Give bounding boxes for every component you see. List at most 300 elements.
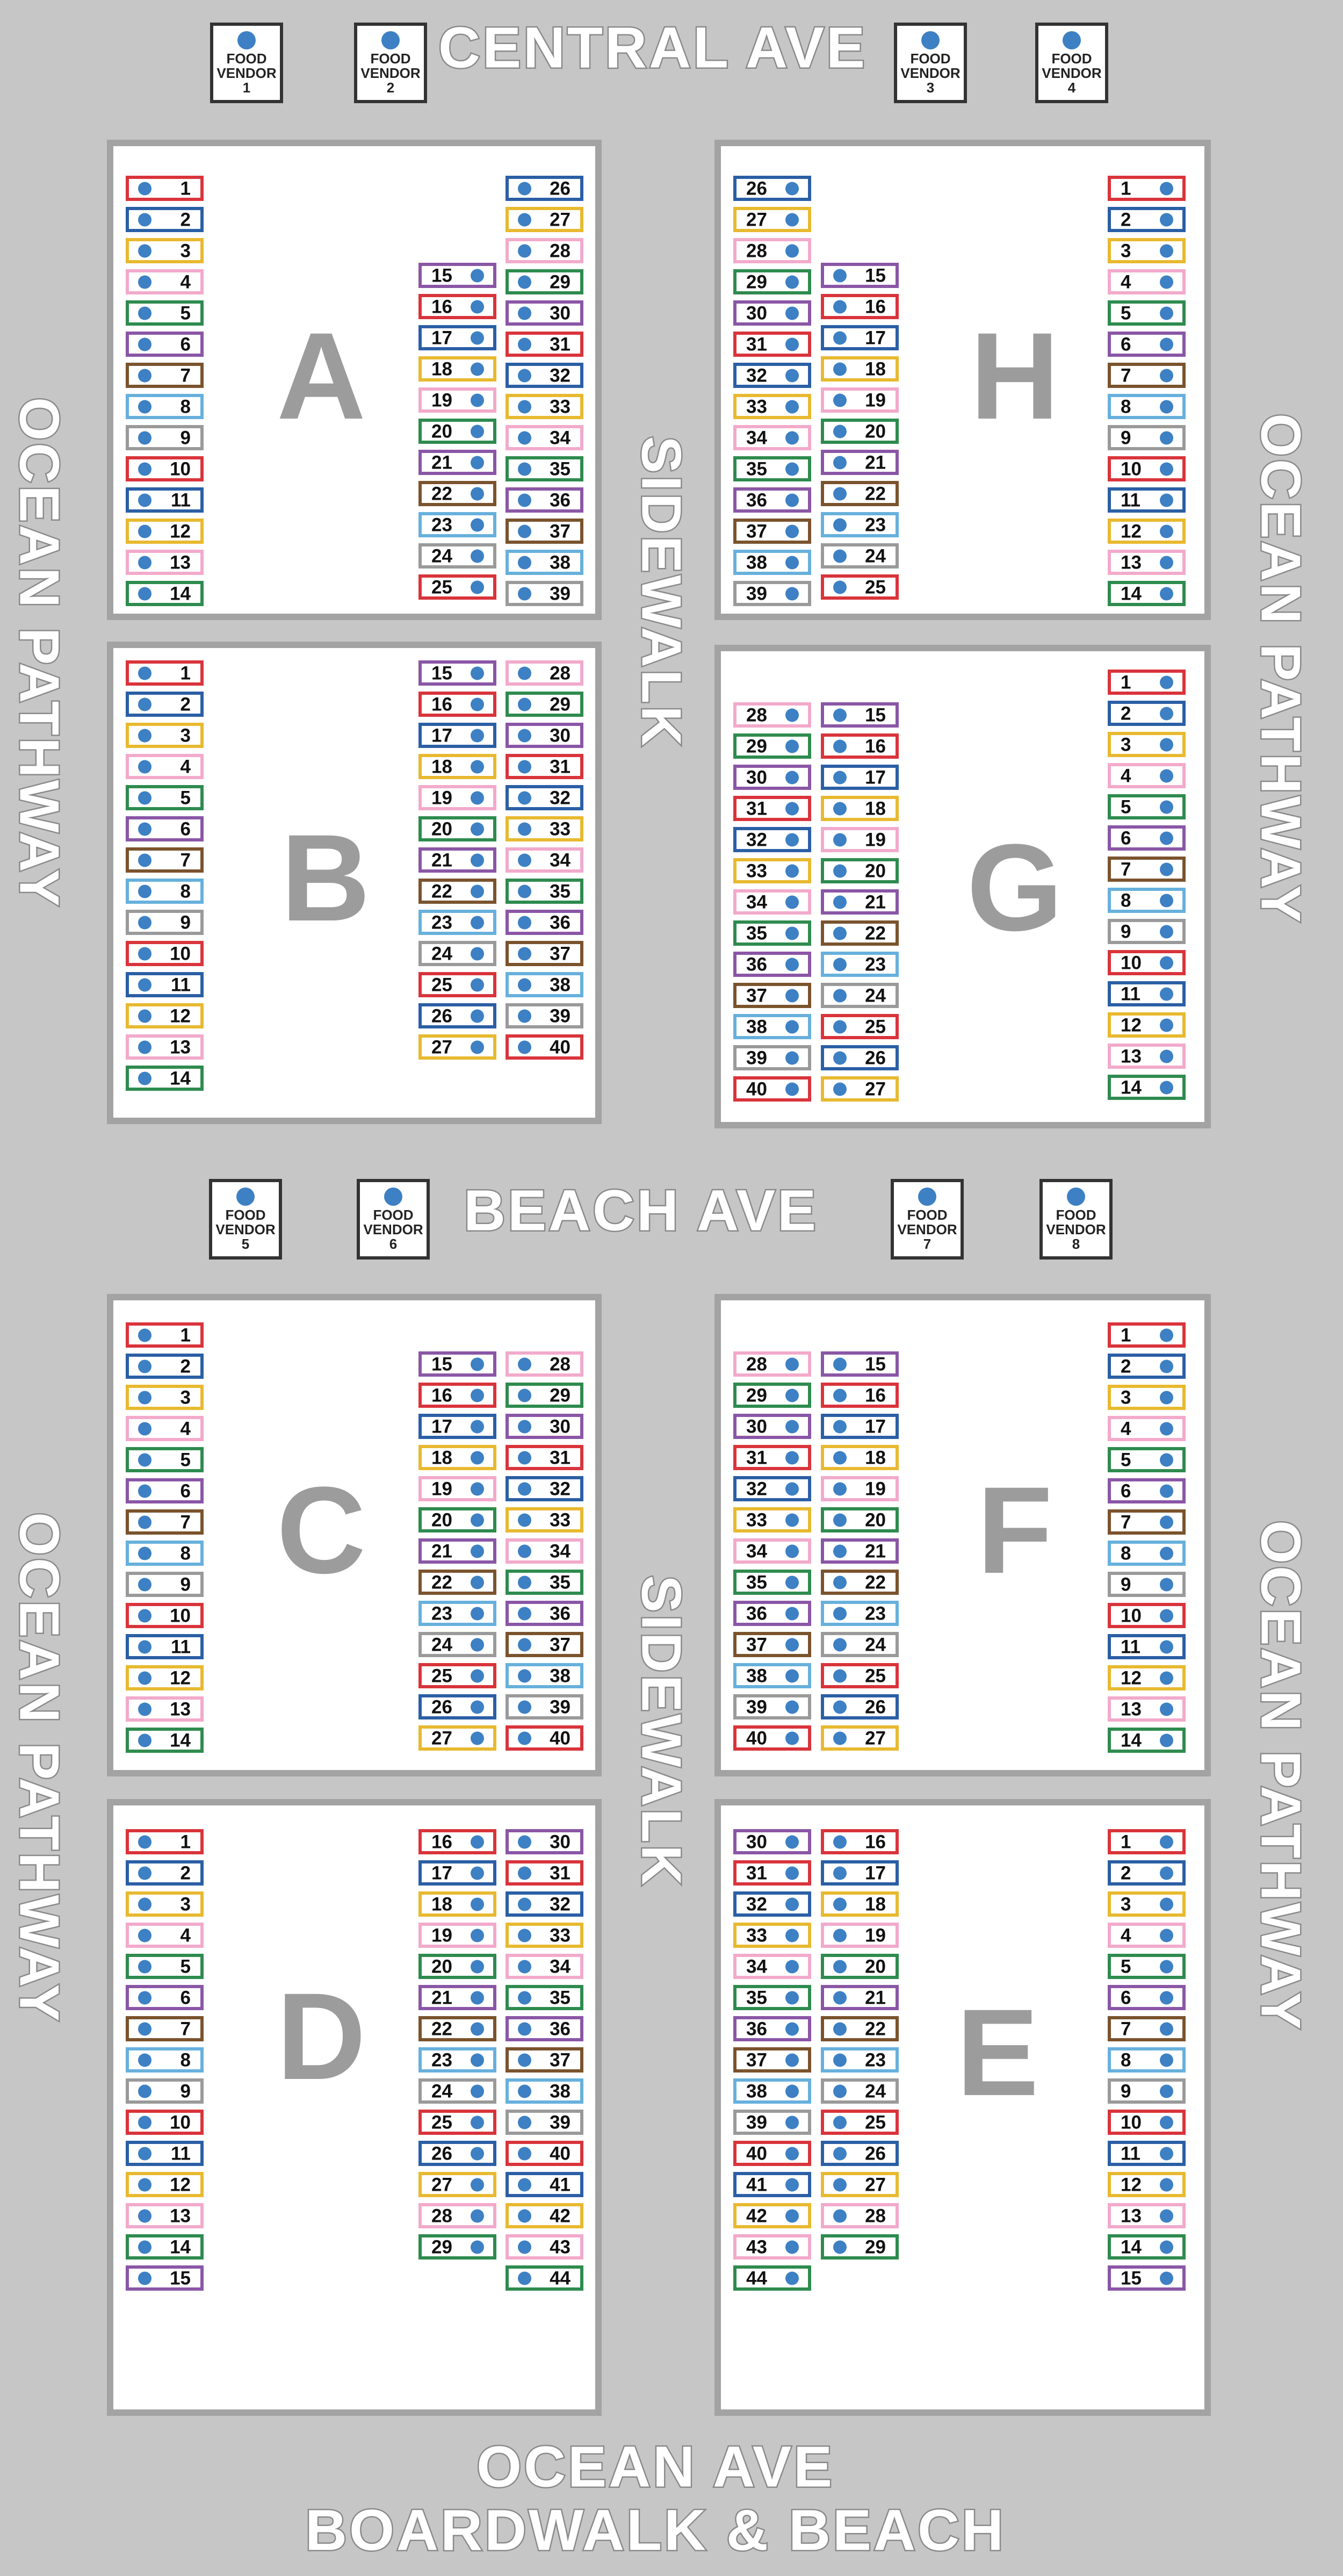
stall-g-18[interactable] (821, 796, 899, 821)
stall-f-26[interactable] (821, 1694, 899, 1719)
stall-c-28[interactable] (506, 1351, 583, 1377)
stall-d-29[interactable] (418, 2234, 496, 2260)
stall-b-23[interactable] (418, 910, 496, 935)
stall-b-9[interactable] (126, 910, 204, 935)
stall-h-12[interactable] (1108, 519, 1186, 544)
stall-g-28[interactable] (733, 702, 811, 728)
stall-f-36[interactable] (733, 1601, 811, 1626)
stall-e-31[interactable] (733, 1860, 811, 1886)
stall-h-37[interactable] (733, 519, 811, 544)
stall-c-17[interactable] (418, 1414, 496, 1439)
stall-g-19[interactable] (821, 827, 899, 852)
stall-f-17[interactable] (821, 1414, 899, 1439)
stall-g-34[interactable] (733, 889, 811, 915)
stall-c-15[interactable] (418, 1351, 496, 1377)
stall-d-27[interactable] (418, 2172, 496, 2197)
stall-h-27[interactable] (733, 207, 811, 232)
stall-g-13[interactable] (1108, 1044, 1186, 1069)
stall-b-30[interactable] (506, 723, 583, 748)
stall-b-4[interactable] (126, 754, 204, 779)
food-vendor[interactable] (209, 1179, 282, 1260)
stall-e-14[interactable] (1108, 2234, 1186, 2260)
stall-e-32[interactable] (733, 1891, 811, 1917)
stall-g-21[interactable] (821, 889, 899, 915)
stall-f-2[interactable] (1108, 1354, 1186, 1379)
stall-e-23[interactable] (821, 2047, 899, 2073)
stall-a-10[interactable] (126, 456, 204, 481)
stall-e-29[interactable] (821, 2234, 899, 2260)
stall-f-38[interactable] (733, 1663, 811, 1688)
stall-e-33[interactable] (733, 1923, 811, 1948)
stall-e-35[interactable] (733, 1985, 811, 2010)
stall-b-31[interactable] (506, 754, 583, 779)
stall-c-14[interactable] (126, 1728, 204, 1753)
stall-e-27[interactable] (821, 2172, 899, 2197)
stall-h-20[interactable] (821, 419, 899, 444)
stall-b-14[interactable] (126, 1066, 204, 1091)
stall-b-29[interactable] (506, 692, 583, 717)
stall-g-9[interactable] (1108, 919, 1186, 944)
stall-e-44[interactable] (733, 2265, 811, 2291)
stall-d-4[interactable] (126, 1923, 204, 1948)
stall-c-25[interactable] (418, 1663, 496, 1688)
food-vendor[interactable] (891, 1179, 964, 1260)
stall-d-21[interactable] (418, 1985, 496, 2010)
food-vendor[interactable] (1039, 1179, 1113, 1260)
stall-e-42[interactable] (733, 2203, 811, 2228)
stall-e-18[interactable] (821, 1891, 899, 1917)
stall-b-10[interactable] (126, 941, 204, 966)
stall-f-22[interactable] (821, 1570, 899, 1595)
stall-g-32[interactable] (733, 827, 811, 852)
stall-g-8[interactable] (1108, 888, 1186, 913)
stall-d-44[interactable] (506, 2265, 583, 2291)
stall-b-8[interactable] (126, 879, 204, 904)
stall-a-11[interactable] (126, 487, 204, 513)
stall-c-22[interactable] (418, 1570, 496, 1595)
food-vendor[interactable] (357, 1179, 430, 1260)
stall-e-17[interactable] (821, 1860, 899, 1886)
stall-f-14[interactable] (1108, 1728, 1186, 1753)
stall-d-36[interactable] (506, 2016, 583, 2041)
stall-a-32[interactable] (506, 363, 583, 388)
stall-f-8[interactable] (1108, 1541, 1186, 1566)
stall-h-17[interactable] (821, 325, 899, 350)
stall-e-13[interactable] (1108, 2203, 1186, 2228)
stall-h-5[interactable] (1108, 300, 1186, 326)
stall-c-2[interactable] (126, 1354, 204, 1379)
stall-c-3[interactable] (126, 1385, 204, 1410)
stall-f-24[interactable] (821, 1632, 899, 1657)
stall-a-39[interactable] (506, 581, 583, 606)
stall-f-35[interactable] (733, 1570, 811, 1595)
stall-a-22[interactable] (418, 481, 496, 506)
stall-e-5[interactable] (1108, 1954, 1186, 1979)
stall-h-33[interactable] (733, 394, 811, 419)
stall-f-13[interactable] (1108, 1696, 1186, 1722)
stall-g-33[interactable] (733, 858, 811, 883)
stall-d-20[interactable] (418, 1954, 496, 1979)
stall-c-10[interactable] (126, 1603, 204, 1628)
stall-f-28[interactable] (733, 1351, 811, 1377)
stall-b-39[interactable] (506, 1003, 583, 1028)
stall-c-19[interactable] (418, 1476, 496, 1501)
stall-b-16[interactable] (418, 692, 496, 717)
stall-c-9[interactable] (126, 1572, 204, 1597)
stall-d-38[interactable] (506, 2078, 583, 2104)
stall-c-20[interactable] (418, 1507, 496, 1532)
stall-g-22[interactable] (821, 920, 899, 946)
stall-h-1[interactable] (1108, 176, 1186, 201)
stall-g-30[interactable] (733, 765, 811, 790)
stall-f-19[interactable] (821, 1476, 899, 1501)
stall-b-13[interactable] (126, 1034, 204, 1060)
stall-a-29[interactable] (506, 269, 583, 294)
stall-a-24[interactable] (418, 543, 496, 569)
stall-f-25[interactable] (821, 1663, 899, 1688)
stall-e-4[interactable] (1108, 1923, 1186, 1948)
stall-e-8[interactable] (1108, 2047, 1186, 2073)
stall-a-20[interactable] (418, 419, 496, 444)
stall-f-5[interactable] (1108, 1447, 1186, 1472)
stall-g-23[interactable] (821, 952, 899, 977)
stall-e-9[interactable] (1108, 2078, 1186, 2104)
stall-d-6[interactable] (126, 1985, 204, 2010)
stall-e-34[interactable] (733, 1954, 811, 1979)
stall-d-18[interactable] (418, 1891, 496, 1917)
stall-d-34[interactable] (506, 1954, 583, 1979)
stall-g-35[interactable] (733, 920, 811, 946)
stall-c-1[interactable] (126, 1322, 204, 1348)
stall-f-7[interactable] (1108, 1509, 1186, 1535)
stall-e-41[interactable] (733, 2172, 811, 2197)
stall-e-10[interactable] (1108, 2110, 1186, 2135)
stall-a-2[interactable] (126, 207, 204, 232)
food-vendor[interactable] (354, 23, 427, 103)
stall-g-24[interactable] (821, 983, 899, 1008)
stall-f-32[interactable] (733, 1476, 811, 1501)
stall-a-25[interactable] (418, 574, 496, 600)
stall-d-19[interactable] (418, 1923, 496, 1948)
stall-a-14[interactable] (126, 581, 204, 606)
stall-d-37[interactable] (506, 2047, 583, 2073)
stall-h-4[interactable] (1108, 269, 1186, 294)
stall-b-27[interactable] (418, 1034, 496, 1060)
stall-f-15[interactable] (821, 1351, 899, 1377)
stall-a-6[interactable] (126, 332, 204, 357)
stall-d-3[interactable] (126, 1891, 204, 1917)
stall-c-40[interactable] (506, 1725, 583, 1751)
stall-b-20[interactable] (418, 816, 496, 841)
stall-h-21[interactable] (821, 450, 899, 475)
stall-e-28[interactable] (821, 2203, 899, 2228)
stall-a-5[interactable] (126, 300, 204, 326)
stall-b-2[interactable] (126, 692, 204, 717)
stall-e-25[interactable] (821, 2110, 899, 2135)
stall-f-39[interactable] (733, 1694, 811, 1719)
stall-d-14[interactable] (126, 2234, 204, 2260)
stall-h-34[interactable] (733, 425, 811, 450)
stall-g-10[interactable] (1108, 950, 1186, 975)
stall-h-22[interactable] (821, 481, 899, 506)
stall-a-31[interactable] (506, 332, 583, 357)
stall-d-43[interactable] (506, 2234, 583, 2260)
stall-h-36[interactable] (733, 487, 811, 513)
stall-d-9[interactable] (126, 2078, 204, 2104)
stall-h-8[interactable] (1108, 394, 1186, 419)
stall-g-31[interactable] (733, 796, 811, 821)
stall-b-11[interactable] (126, 972, 204, 997)
stall-b-33[interactable] (506, 816, 583, 841)
stall-h-15[interactable] (821, 263, 899, 288)
stall-d-13[interactable] (126, 2203, 204, 2228)
stall-f-40[interactable] (733, 1725, 811, 1751)
stall-f-11[interactable] (1108, 1634, 1186, 1659)
stall-h-6[interactable] (1108, 332, 1186, 357)
food-vendor[interactable] (894, 23, 967, 103)
stall-h-35[interactable] (733, 456, 811, 481)
stall-c-11[interactable] (126, 1634, 204, 1659)
stall-b-6[interactable] (126, 816, 204, 841)
stall-e-19[interactable] (821, 1923, 899, 1948)
stall-c-31[interactable] (506, 1445, 583, 1470)
stall-a-35[interactable] (506, 456, 583, 481)
stall-c-18[interactable] (418, 1445, 496, 1470)
stall-d-26[interactable] (418, 2141, 496, 2166)
stall-b-19[interactable] (418, 785, 496, 810)
stall-e-15[interactable] (1108, 2265, 1186, 2291)
stall-a-9[interactable] (126, 425, 204, 450)
stall-d-5[interactable] (126, 1954, 204, 1979)
stall-d-39[interactable] (506, 2110, 583, 2135)
stall-h-26[interactable] (733, 176, 811, 201)
stall-e-6[interactable] (1108, 1985, 1186, 2010)
stall-g-20[interactable] (821, 858, 899, 883)
stall-b-37[interactable] (506, 941, 583, 966)
food-vendor[interactable] (1035, 23, 1108, 103)
stall-c-33[interactable] (506, 1507, 583, 1532)
stall-f-27[interactable] (821, 1725, 899, 1751)
stall-c-39[interactable] (506, 1694, 583, 1719)
stall-b-7[interactable] (126, 847, 204, 873)
stall-h-9[interactable] (1108, 425, 1186, 450)
stall-c-7[interactable] (126, 1509, 204, 1535)
stall-c-13[interactable] (126, 1696, 204, 1722)
stall-d-10[interactable] (126, 2110, 204, 2135)
stall-c-23[interactable] (418, 1601, 496, 1626)
stall-f-34[interactable] (733, 1538, 811, 1564)
stall-e-21[interactable] (821, 1985, 899, 2010)
stall-d-28[interactable] (418, 2203, 496, 2228)
stall-d-24[interactable] (418, 2078, 496, 2104)
food-vendor[interactable] (210, 23, 283, 103)
stall-d-23[interactable] (418, 2047, 496, 2073)
stall-h-25[interactable] (821, 574, 899, 600)
stall-e-11[interactable] (1108, 2141, 1186, 2166)
stall-b-21[interactable] (418, 847, 496, 873)
stall-b-18[interactable] (418, 754, 496, 779)
stall-e-39[interactable] (733, 2110, 811, 2135)
stall-a-8[interactable] (126, 394, 204, 419)
stall-h-11[interactable] (1108, 487, 1186, 513)
stall-d-33[interactable] (506, 1923, 583, 1948)
stall-a-27[interactable] (506, 207, 583, 232)
stall-g-37[interactable] (733, 983, 811, 1008)
stall-h-29[interactable] (733, 269, 811, 294)
stall-g-40[interactable] (733, 1076, 811, 1102)
stall-d-7[interactable] (126, 2016, 204, 2041)
stall-c-30[interactable] (506, 1414, 583, 1439)
stall-f-37[interactable] (733, 1632, 811, 1657)
stall-b-3[interactable] (126, 723, 204, 748)
stall-a-28[interactable] (506, 238, 583, 263)
stall-b-26[interactable] (418, 1003, 496, 1028)
stall-b-25[interactable] (418, 972, 496, 997)
stall-g-7[interactable] (1108, 857, 1186, 882)
stall-h-3[interactable] (1108, 238, 1186, 263)
stall-f-33[interactable] (733, 1507, 811, 1532)
stall-e-38[interactable] (733, 2078, 811, 2104)
stall-d-22[interactable] (418, 2016, 496, 2041)
stall-d-17[interactable] (418, 1860, 496, 1886)
stall-f-30[interactable] (733, 1414, 811, 1439)
stall-c-26[interactable] (418, 1694, 496, 1719)
stall-d-2[interactable] (126, 1860, 204, 1886)
stall-b-15[interactable] (418, 660, 496, 686)
stall-e-24[interactable] (821, 2078, 899, 2104)
stall-a-26[interactable] (506, 176, 583, 201)
stall-g-4[interactable] (1108, 763, 1186, 788)
stall-d-30[interactable] (506, 1829, 583, 1854)
stall-g-25[interactable] (821, 1014, 899, 1039)
stall-b-36[interactable] (506, 910, 583, 935)
stall-a-7[interactable] (126, 363, 204, 388)
stall-d-16[interactable] (418, 1829, 496, 1854)
stall-e-1[interactable] (1108, 1829, 1186, 1854)
stall-f-9[interactable] (1108, 1572, 1186, 1597)
stall-h-7[interactable] (1108, 363, 1186, 388)
stall-b-12[interactable] (126, 1003, 204, 1028)
stall-a-23[interactable] (418, 512, 496, 537)
stall-b-38[interactable] (506, 972, 583, 997)
stall-g-3[interactable] (1108, 732, 1186, 757)
stall-g-29[interactable] (733, 733, 811, 759)
stall-c-6[interactable] (126, 1478, 204, 1503)
stall-h-24[interactable] (821, 543, 899, 569)
stall-g-1[interactable] (1108, 670, 1186, 695)
stall-f-29[interactable] (733, 1383, 811, 1408)
stall-g-15[interactable] (821, 702, 899, 728)
stall-e-36[interactable] (733, 2016, 811, 2041)
stall-a-1[interactable] (126, 176, 204, 201)
stall-a-4[interactable] (126, 269, 204, 294)
stall-a-36[interactable] (506, 487, 583, 513)
stall-a-16[interactable] (418, 294, 496, 319)
stall-e-16[interactable] (821, 1829, 899, 1854)
stall-h-32[interactable] (733, 363, 811, 388)
stall-e-43[interactable] (733, 2234, 811, 2260)
stall-d-15[interactable] (126, 2265, 204, 2291)
stall-f-20[interactable] (821, 1507, 899, 1532)
stall-a-12[interactable] (126, 519, 204, 544)
stall-e-37[interactable] (733, 2047, 811, 2073)
stall-c-16[interactable] (418, 1383, 496, 1408)
stall-f-23[interactable] (821, 1601, 899, 1626)
stall-c-5[interactable] (126, 1447, 204, 1472)
stall-d-11[interactable] (126, 2141, 204, 2166)
stall-d-12[interactable] (126, 2172, 204, 2197)
stall-d-25[interactable] (418, 2110, 496, 2135)
stall-g-26[interactable] (821, 1045, 899, 1070)
stall-g-36[interactable] (733, 952, 811, 977)
stall-f-31[interactable] (733, 1445, 811, 1470)
stall-b-5[interactable] (126, 785, 204, 810)
stall-f-4[interactable] (1108, 1416, 1186, 1441)
stall-h-13[interactable] (1108, 550, 1186, 575)
stall-b-32[interactable] (506, 785, 583, 810)
stall-d-31[interactable] (506, 1860, 583, 1886)
stall-c-29[interactable] (506, 1383, 583, 1408)
stall-c-32[interactable] (506, 1476, 583, 1501)
stall-e-3[interactable] (1108, 1891, 1186, 1917)
stall-a-38[interactable] (506, 550, 583, 575)
stall-g-11[interactable] (1108, 981, 1186, 1006)
stall-a-21[interactable] (418, 450, 496, 475)
stall-e-26[interactable] (821, 2141, 899, 2166)
stall-f-18[interactable] (821, 1445, 899, 1470)
stall-e-7[interactable] (1108, 2016, 1186, 2041)
stall-c-21[interactable] (418, 1538, 496, 1564)
stall-f-3[interactable] (1108, 1385, 1186, 1410)
stall-a-34[interactable] (506, 425, 583, 450)
stall-a-30[interactable] (506, 300, 583, 326)
stall-f-12[interactable] (1108, 1665, 1186, 1690)
stall-h-10[interactable] (1108, 456, 1186, 481)
stall-g-2[interactable] (1108, 701, 1186, 726)
stall-c-37[interactable] (506, 1632, 583, 1657)
stall-e-2[interactable] (1108, 1860, 1186, 1886)
stall-g-6[interactable] (1108, 825, 1186, 851)
stall-b-28[interactable] (506, 660, 583, 686)
stall-d-42[interactable] (506, 2203, 583, 2228)
stall-a-3[interactable] (126, 238, 204, 263)
stall-e-40[interactable] (733, 2141, 811, 2166)
stall-h-30[interactable] (733, 300, 811, 326)
stall-e-20[interactable] (821, 1954, 899, 1979)
stall-h-16[interactable] (821, 294, 899, 319)
stall-g-39[interactable] (733, 1045, 811, 1070)
stall-c-4[interactable] (126, 1416, 204, 1441)
stall-d-8[interactable] (126, 2047, 204, 2073)
stall-g-17[interactable] (821, 765, 899, 790)
stall-h-38[interactable] (733, 550, 811, 575)
stall-c-24[interactable] (418, 1632, 496, 1657)
stall-a-17[interactable] (418, 325, 496, 350)
stall-h-2[interactable] (1108, 207, 1186, 232)
stall-h-39[interactable] (733, 581, 811, 606)
stall-g-38[interactable] (733, 1014, 811, 1039)
stall-g-27[interactable] (821, 1076, 899, 1102)
stall-b-34[interactable] (506, 847, 583, 873)
stall-f-6[interactable] (1108, 1478, 1186, 1503)
stall-a-33[interactable] (506, 394, 583, 419)
stall-d-40[interactable] (506, 2141, 583, 2166)
stall-h-28[interactable] (733, 238, 811, 263)
stall-d-41[interactable] (506, 2172, 583, 2197)
stall-f-16[interactable] (821, 1383, 899, 1408)
stall-h-14[interactable] (1108, 581, 1186, 606)
stall-h-19[interactable] (821, 387, 899, 413)
